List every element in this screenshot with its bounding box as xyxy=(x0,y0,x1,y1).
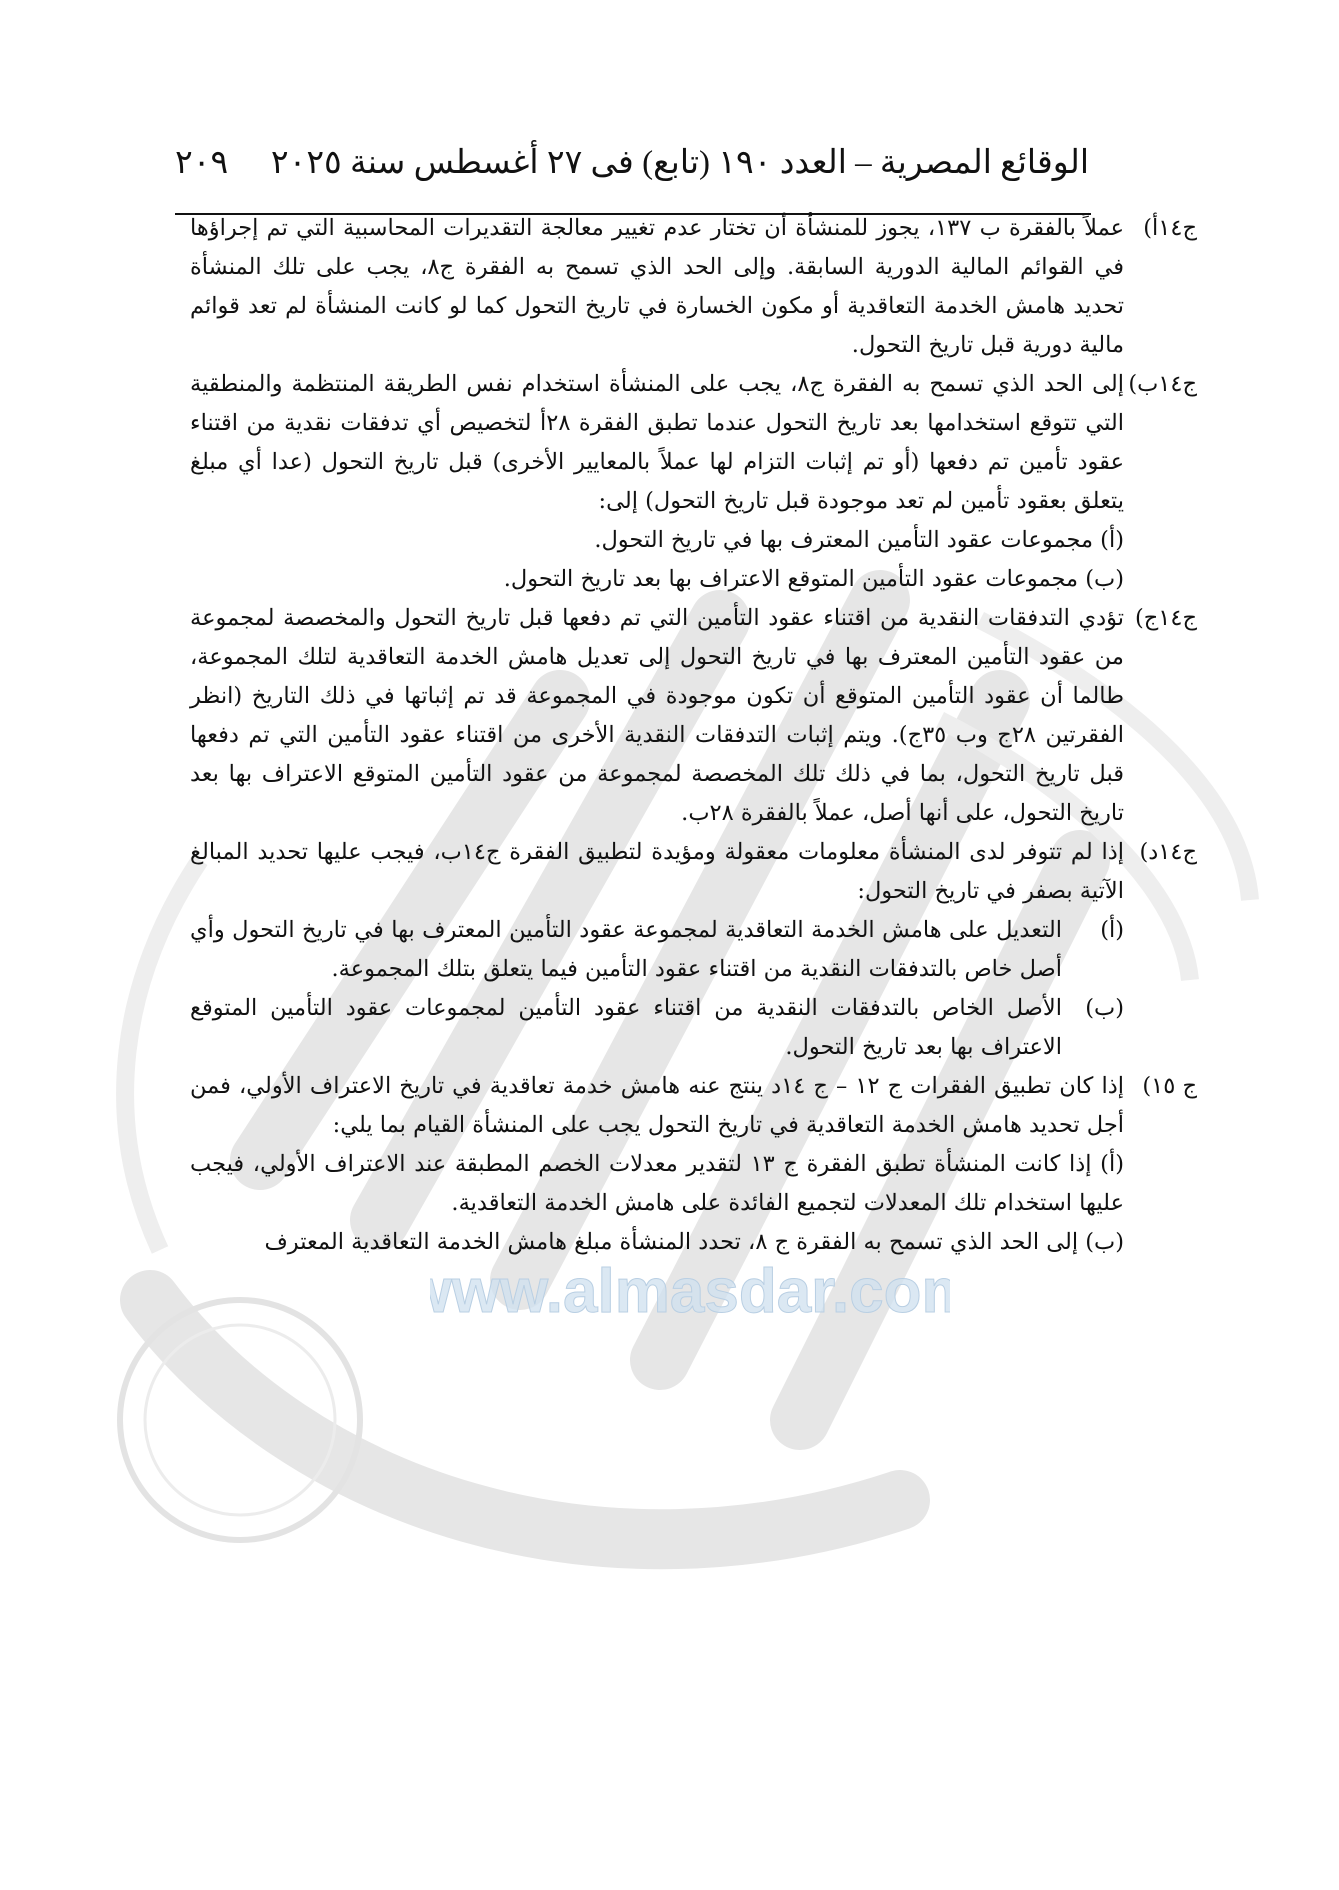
paragraph-label: ج١٤ب) xyxy=(1128,371,1197,397)
list-item-text: الأصل الخاص بالتدفقات النقدية من اقتناء عقود التأمين لمجموعات عقود التأمين المتوقع الاعتراف بها بعد تاريخ التحول. xyxy=(190,995,1062,1060)
paragraph-text: تؤدي التدفقات النقدية من اقتناء عقود التأمين التي تم دفعها قبل تاريخ التحول والمخصصة لمجموعة من عقود التأمين المعترف بها في تاريخ التحول إلى تعديل هامش الخدمة التعاقدية لتلك المجموعة، طالما أن عقود التأمين المتوقع أن تكون موجودة في المجموعة قد تم إثباتها في ذلك التاريخ (انظر الفقرتين ٢٨ج وب ٣٥ج). ويتم إثبات التدفقات النقدية الأخرى من اقتناء عقود التأمين التي تم دفعها قبل تاريخ التحول، بما في ذلك تلك المخصصة لمجموعة من عقود التأمين المتوقع الاعتراف بها بعد تاريخ التحول، على أنها أصل، عملاً بالفقرة ٢٨ب. xyxy=(190,605,1124,826)
paragraph-text: إلى الحد الذي تسمح به الفقرة ج٨، يجب على المنشأة استخدام نفس الطريقة المنتظمة والمنطقية التي تتوقع استخدامها بعد تاريخ التحول عندما تطبق الفقرة ٢٨أ لتخصيص أي تدفقات نقدية من اقتناء عقود تأمين تم دفعها (أو تم إثبات التزام لها عملاً بالمعايير الأخرى) قبل تاريخ التحول (عدا أي مبلغ يتعلق بعقود تأمين لم تعد موجودة قبل تاريخ التحول) إلى: xyxy=(190,371,1124,514)
list-item: (ب) إلى الحد الذي تسمح به الفقرة ج ٨، تحدد المنشأة مبلغ هامش الخدمة التعاقدية المعترف xyxy=(264,1229,1124,1255)
list-item: (ب) مجموعات عقود التأمين المتوقع الاعتراف بها بعد تاريخ التحول. xyxy=(503,566,1124,592)
page-header xyxy=(175,142,1089,182)
paragraph-text: إذا كان تطبيق الفقرات ج ١٢ – ج ١٤د ينتج عنه هامش خدمة تعاقدية في تاريخ الاعتراف الأولي، فمن أجل تحديد هامش الخدمة التعاقدية في تاريخ التحول يجب على المنشأة القيام بما يلي: xyxy=(190,1073,1124,1138)
list-item-label: (أ) xyxy=(1100,917,1124,943)
list-item: (أ) إذا كانت المنشأة تطبق الفقرة ج ١٣ لتقدير معدلات الخصم المطبقة عند الاعتراف الأولي، فيجب عليها استخدام تلك المعدلات لتجميع الفائدة على هامش الخدمة التعاقدية. xyxy=(190,1151,1124,1216)
header-title: الوقائع المصرية – العدد ١٩٠ (تابع) فى ٢٧ أغسطس سنة ٢٠٢٥ xyxy=(270,145,1089,181)
paragraph-label: ج١٤أ) xyxy=(1143,215,1197,241)
watermark-url-text: www.almasdar.com xyxy=(430,1257,950,1326)
paragraph-c14a xyxy=(190,209,1197,365)
document-body xyxy=(190,209,1197,1262)
page-number: ٢٠٩ xyxy=(175,145,229,181)
paragraph-c15 xyxy=(190,1067,1197,1145)
paragraph-label: ج١٤د) xyxy=(1139,839,1197,865)
paragraph-c14c xyxy=(190,599,1197,833)
paragraph-text: عملاً بالفقرة ب ١٣٧، يجوز للمنشأة أن تختار عدم تغيير معالجة التقديرات المحاسبية التي تم إجراؤها في القوائم المالية الدورية السابقة. وإلى الحد الذي تسمح به الفقرة ج٨، يجب على تلك المنشأة تحديد هامش الخدمة التعاقدية أو مكون الخسارة في تاريخ التحول كما لو كانت المنشأة لم تعد قوائم مالية دورية قبل تاريخ التحول. xyxy=(190,215,1125,358)
paragraph-c14b xyxy=(190,365,1197,521)
list-item xyxy=(190,989,1124,1067)
paragraph-c14d xyxy=(190,833,1197,911)
paragraph-label: ج١٤ج) xyxy=(1134,605,1197,631)
list-item xyxy=(190,911,1124,989)
list-item-text: التعديل على هامش الخدمة التعاقدية لمجموعة عقود التأمين المعترف بها في تاريخ التحول وأي أصل خاص بالتدفقات النقدية من اقتناء عقود التأمين فيما يتعلق بتلك المجموعة. xyxy=(190,917,1062,982)
paragraph-text: إذا لم تتوفر لدى المنشأة معلومات معقولة ومؤيدة لتطبيق الفقرة ج١٤ب، فيجب عليها تحديد المبالغ الآتية بصفر في تاريخ التحول: xyxy=(190,839,1124,904)
list-item: (أ) مجموعات عقود التأمين المعترف بها في تاريخ التحول. xyxy=(594,527,1124,553)
list-item-label: (ب) xyxy=(1085,995,1124,1021)
paragraph-label: ج ١٥) xyxy=(1142,1073,1197,1099)
